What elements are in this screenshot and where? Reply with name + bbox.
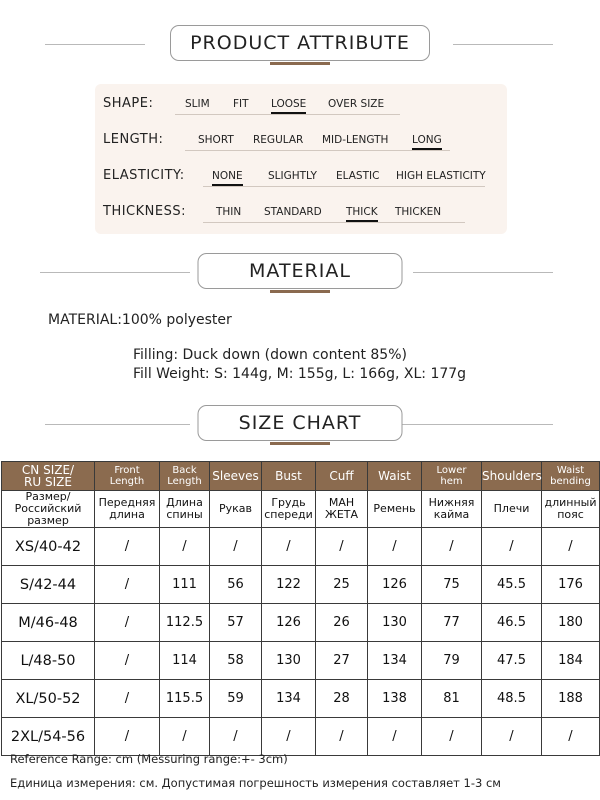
attr-option: THICKEN bbox=[395, 206, 442, 218]
attr-divider bbox=[203, 222, 465, 223]
header-cell: Shoulders bbox=[482, 462, 542, 491]
measurement-cell: 130 bbox=[262, 642, 316, 680]
attr-option: ELASTIC bbox=[336, 170, 380, 182]
attr-divider bbox=[175, 114, 400, 115]
ru-header-cell: длинный пояс bbox=[542, 491, 600, 528]
attr-option: REGULAR bbox=[253, 134, 304, 146]
measurement-cell: 79 bbox=[422, 642, 482, 680]
attr-option-selected: NONE bbox=[212, 170, 243, 182]
measurement-cell: 115.5 bbox=[160, 680, 210, 718]
table-row bbox=[2, 680, 600, 718]
header-cell: CN SIZE/ RU SIZE bbox=[2, 462, 95, 491]
measurement-cell: / bbox=[542, 528, 600, 566]
size-label-cell: M/46-48 bbox=[2, 604, 95, 642]
attr-option: HIGH ELASTICITY bbox=[396, 170, 486, 182]
measurement-cell: / bbox=[422, 528, 482, 566]
attribute-panel bbox=[95, 84, 507, 234]
attr-divider bbox=[203, 186, 485, 187]
attr-divider bbox=[185, 150, 450, 151]
measurement-cell: 126 bbox=[262, 604, 316, 642]
section-title: SIZE CHART bbox=[198, 405, 403, 441]
measurement-cell: 130 bbox=[368, 604, 422, 642]
measurement-cell: / bbox=[95, 718, 160, 756]
material-composition: MATERIAL:100% polyester bbox=[48, 312, 232, 328]
header-cell: Bust bbox=[262, 462, 316, 491]
size-label-cell: 2XL/54-56 bbox=[2, 718, 95, 756]
header-rule-right bbox=[398, 424, 553, 425]
material-header bbox=[0, 253, 600, 293]
measurement-cell: / bbox=[95, 642, 160, 680]
filling-info: Filling: Duck down (down content 85%) bbox=[133, 347, 407, 363]
measurement-cell: 188 bbox=[542, 680, 600, 718]
measurement-cell: 26 bbox=[316, 604, 368, 642]
attr-option: SHORT bbox=[198, 134, 234, 146]
measurement-cell: / bbox=[316, 528, 368, 566]
header-cell: Waist bending bbox=[542, 462, 600, 491]
table-row bbox=[2, 642, 600, 680]
measurement-cell: 180 bbox=[542, 604, 600, 642]
attr-row-thickness bbox=[103, 200, 503, 226]
attr-option: MID-LENGTH bbox=[322, 134, 389, 146]
size-label-cell: XS/40-42 bbox=[2, 528, 95, 566]
measurement-cell: 126 bbox=[368, 566, 422, 604]
measurement-cell: 45.5 bbox=[482, 566, 542, 604]
header-cell: Cuff bbox=[316, 462, 368, 491]
measurement-cell: / bbox=[482, 718, 542, 756]
section-title: MATERIAL bbox=[198, 253, 403, 289]
attr-option: STANDARD bbox=[264, 206, 322, 218]
measurement-cell: 27 bbox=[316, 642, 368, 680]
measurement-cell: / bbox=[262, 528, 316, 566]
measurement-cell: / bbox=[542, 718, 600, 756]
header-accent bbox=[270, 290, 330, 293]
measurement-cell: / bbox=[368, 528, 422, 566]
header-cell: Back Length bbox=[160, 462, 210, 491]
table-row bbox=[2, 528, 600, 566]
attr-label: SHAPE: bbox=[103, 96, 154, 111]
header-rule-left bbox=[45, 424, 190, 425]
measurement-cell: 81 bbox=[422, 680, 482, 718]
ru-header-cell: Плечи bbox=[482, 491, 542, 528]
header-accent bbox=[270, 442, 330, 445]
ru-header-cell: МАН ЖЕТА bbox=[316, 491, 368, 528]
measurement-cell: 57 bbox=[210, 604, 262, 642]
measurement-cell: 75 bbox=[422, 566, 482, 604]
ru-header-cell: Передняя длина bbox=[95, 491, 160, 528]
measurement-cell: 59 bbox=[210, 680, 262, 718]
measurement-cell: 112.5 bbox=[160, 604, 210, 642]
header-rule-left bbox=[40, 272, 190, 273]
table-ru-header-row bbox=[2, 491, 600, 528]
measurement-cell: / bbox=[262, 718, 316, 756]
measurement-cell: 134 bbox=[262, 680, 316, 718]
measurement-cell: 77 bbox=[422, 604, 482, 642]
measurement-cell: / bbox=[210, 718, 262, 756]
table-header-row bbox=[2, 462, 600, 491]
attr-option: SLIGHTLY bbox=[268, 170, 317, 182]
attr-option: OVER SIZE bbox=[328, 98, 385, 110]
header-cell: Front Length bbox=[95, 462, 160, 491]
measurement-cell: / bbox=[95, 680, 160, 718]
ru-header-cell: Нижняя кайма bbox=[422, 491, 482, 528]
attr-option-selected: LOOSE bbox=[271, 98, 307, 110]
measurement-cell: / bbox=[368, 718, 422, 756]
attr-label: THICKNESS: bbox=[103, 204, 186, 219]
measurement-cell: / bbox=[95, 566, 160, 604]
header-rule-right bbox=[413, 272, 553, 273]
measurement-cell: 48.5 bbox=[482, 680, 542, 718]
table-row bbox=[2, 718, 600, 756]
attr-row-elasticity bbox=[103, 164, 503, 190]
measurement-cell: / bbox=[160, 718, 210, 756]
measurement-cell: 56 bbox=[210, 566, 262, 604]
measurement-cell: 47.5 bbox=[482, 642, 542, 680]
size-chart-table bbox=[1, 461, 600, 756]
size-chart-header bbox=[0, 405, 600, 445]
ru-header-cell: Длина спины bbox=[160, 491, 210, 528]
measurement-cell: / bbox=[95, 528, 160, 566]
measurement-cell: 46.5 bbox=[482, 604, 542, 642]
header-accent bbox=[270, 62, 330, 65]
measurement-cell: / bbox=[160, 528, 210, 566]
table-row bbox=[2, 566, 600, 604]
measurement-cell: / bbox=[422, 718, 482, 756]
measurement-cell: 114 bbox=[160, 642, 210, 680]
measurement-cell: 28 bbox=[316, 680, 368, 718]
attr-label: LENGTH: bbox=[103, 132, 164, 147]
measurement-cell: 58 bbox=[210, 642, 262, 680]
measurement-cell: 184 bbox=[542, 642, 600, 680]
header-cell: Sleeves bbox=[210, 462, 262, 491]
ru-header-cell: Грудь спереди bbox=[262, 491, 316, 528]
ru-header-cell: Рукав bbox=[210, 491, 262, 528]
header-rule-left bbox=[45, 44, 145, 45]
measurement-cell: / bbox=[210, 528, 262, 566]
attr-row-shape bbox=[103, 92, 503, 118]
table-row bbox=[2, 604, 600, 642]
reference-note-en: Reference Range: cm (Messuring range:+- 3cm) bbox=[10, 752, 288, 766]
header-rule-right bbox=[453, 44, 553, 45]
attr-option: FIT bbox=[233, 98, 249, 110]
measurement-cell: 25 bbox=[316, 566, 368, 604]
measurement-cell: 122 bbox=[262, 566, 316, 604]
attr-row-length bbox=[103, 128, 503, 154]
product-attribute-header bbox=[0, 25, 600, 65]
size-label-cell: XL/50-52 bbox=[2, 680, 95, 718]
fill-weight-info: Fill Weight: S: 144g, M: 155g, L: 166g, XL: 177g bbox=[133, 366, 467, 382]
header-cell: Waist bbox=[368, 462, 422, 491]
attr-option: THIN bbox=[216, 206, 242, 218]
attr-option-selected: LONG bbox=[412, 134, 442, 146]
attr-option: SLIM bbox=[185, 98, 210, 110]
size-label-cell: S/42-44 bbox=[2, 566, 95, 604]
attr-label: ELASTICITY: bbox=[103, 168, 185, 183]
ru-header-cell: Размер/ Российский размер bbox=[2, 491, 95, 528]
measurement-cell: 138 bbox=[368, 680, 422, 718]
size-label-cell: L/48-50 bbox=[2, 642, 95, 680]
attr-option-selected: THICK bbox=[346, 206, 378, 218]
measurement-cell: 134 bbox=[368, 642, 422, 680]
measurement-cell: 111 bbox=[160, 566, 210, 604]
ru-header-cell: Ремень bbox=[368, 491, 422, 528]
section-title: PRODUCT ATTRIBUTE bbox=[170, 25, 430, 61]
measurement-cell: 176 bbox=[542, 566, 600, 604]
measurement-cell: / bbox=[316, 718, 368, 756]
measurement-cell: / bbox=[95, 604, 160, 642]
header-cell: Lower hem bbox=[422, 462, 482, 491]
reference-note-ru: Единица измерения: см. Допустимая погрешность измерения составляет 1-3 см bbox=[10, 776, 501, 790]
measurement-cell: / bbox=[482, 528, 542, 566]
